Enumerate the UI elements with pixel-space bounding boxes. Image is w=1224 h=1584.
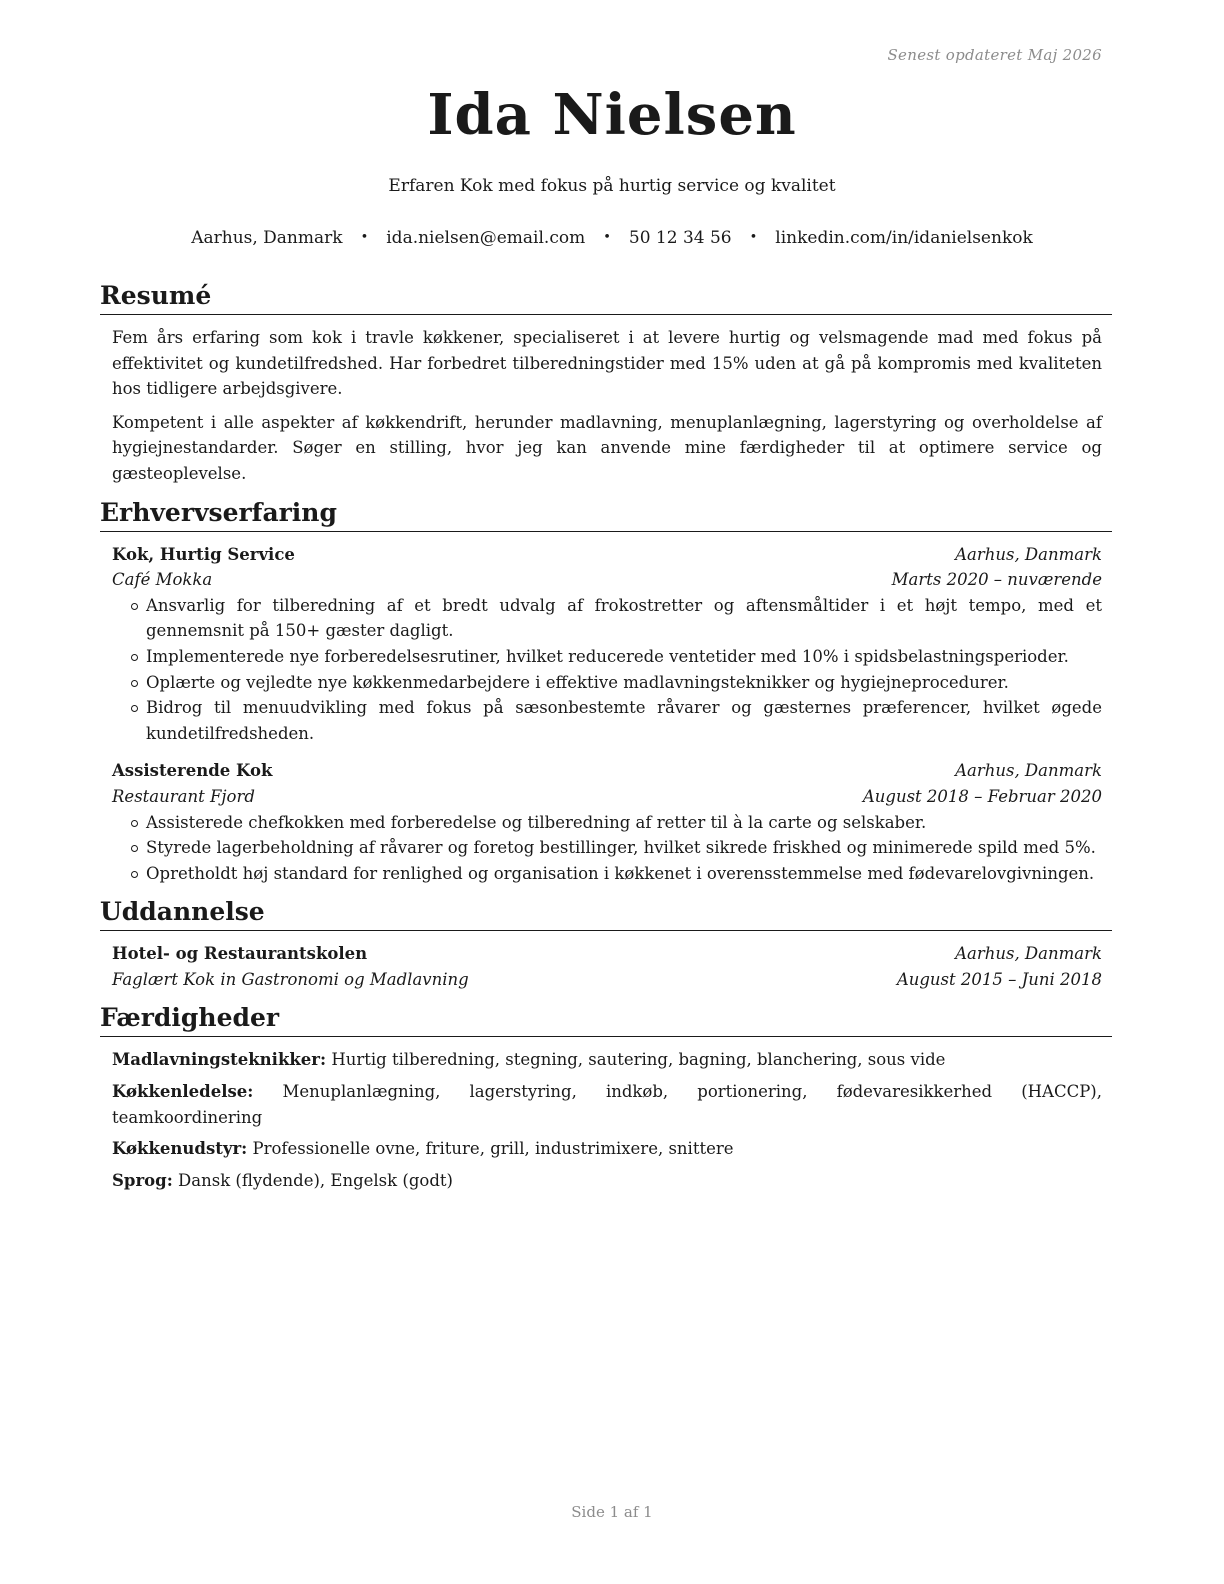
bullet-item: Assisterede chefkokken med forberedelse og tilberedning af retter til à la carte og selskaber. xyxy=(134,810,1102,836)
skill-label: Madlavningsteknikker: xyxy=(112,1050,327,1070)
bullet-item: Oplærte og vejledte nye køkkenmedarbejdere i effektive madlavningsteknikker og hygiejneprocedurer. xyxy=(134,670,1102,696)
education-entry xyxy=(112,941,1102,992)
school-name: Hotel- og Restaurantskolen xyxy=(112,944,368,964)
job-company: Restaurant Fjord xyxy=(112,786,255,806)
separator-dot: • xyxy=(749,230,758,245)
skill-value: Professionelle ovne, friture, grill, industrimixere, snittere xyxy=(252,1139,734,1159)
summary-paragraph: Fem års erfaring som kok i travle køkkener, specialiseret i at levere hurtig og velsmagende mad med fokus på effektivitet og kundetilfredshed. Har forbedret tilberedningstider med 15% uden at gå på kompromis med kvaliteten hos tidligere arbejdsgivere. xyxy=(112,328,1102,399)
skill-value: Menuplanlægning, lagerstyring, indkøb, portionering, fødevaresikkerhed (HACCP), teamkoordinering xyxy=(112,1082,1102,1127)
contact-email-link[interactable]: ida.nielsen@email.com xyxy=(386,228,586,248)
job-company: Café Mokka xyxy=(112,570,213,590)
job-bullets xyxy=(134,810,1102,887)
skill-line xyxy=(112,1079,1102,1130)
education-dates: August 2015 – Juni 2018 xyxy=(896,969,1102,989)
job-role: Assisterende Kok xyxy=(112,761,273,781)
education-section xyxy=(100,896,1112,992)
summary-paragraph: Kompetent i alle aspekter af køkkendrift, herunder madlavning, menuplanlægning, lagerstyring og overholdelse af hygiejnestandarder. Søger en stilling, hvor jeg kan anvende mine færdigheder til at optimere service og gæsteoplevelse. xyxy=(112,412,1102,483)
bullet-item: Styrede lagerbeholdning af råvarer og foretog bestillinger, hvilket sikrede friskhed og minimerede spild med 5%. xyxy=(134,835,1102,861)
job-role: Kok, Hurtig Service xyxy=(112,544,295,564)
section-heading: Resumé xyxy=(100,280,1112,315)
separator-dot: • xyxy=(603,230,611,245)
job-entry xyxy=(112,758,1102,886)
summary-section xyxy=(100,280,1112,487)
last-updated-note: Senest opdateret Maj 2026 xyxy=(887,46,1102,64)
bullet-item: Bidrog til menuudvikling med fokus på sæsonbestemte råvarer og gæsternes præferencer, hvilket øgede kundetilfredsheden. xyxy=(134,695,1102,746)
job-entry xyxy=(112,542,1102,747)
job-bullets xyxy=(134,593,1102,747)
degree: Faglært Kok in Gastronomi og Madlavning xyxy=(112,969,469,989)
experience-section xyxy=(100,497,1112,887)
skill-line xyxy=(112,1168,1102,1194)
resume-body xyxy=(100,280,1112,1203)
skill-value: Hurtig tilberedning, stegning, sautering, bagning, blanchering, sous vide xyxy=(331,1050,946,1070)
contact-line xyxy=(0,228,1224,248)
bullet-item: Implementerede nye forberedelsesrutiner, hvilket reducerede ventetider med 10% i spidsbelastningsperioder. xyxy=(134,644,1102,670)
skill-label: Køkkenledelse: xyxy=(112,1082,254,1102)
contact-linkedin-link[interactable]: linkedin.com/in/idanielsenkok xyxy=(775,228,1033,248)
page-number: Side 1 af 1 xyxy=(571,1503,653,1521)
job-dates: August 2018 – Februar 2020 xyxy=(862,786,1102,806)
section-heading: Uddannelse xyxy=(100,896,1112,931)
contact-location: Aarhus, Danmark xyxy=(191,228,343,248)
school-location: Aarhus, Danmark xyxy=(955,944,1102,964)
candidate-name: Ida Nielsen xyxy=(427,82,797,148)
skill-label: Køkkenudstyr: xyxy=(112,1139,248,1159)
job-dates: Marts 2020 – nuværende xyxy=(891,570,1102,590)
section-heading: Erhvervserfaring xyxy=(100,497,1112,532)
skills-section xyxy=(100,1002,1112,1193)
tagline: Erfaren Kok med fokus på hurtig service og kvalitet xyxy=(388,176,836,196)
skill-line xyxy=(112,1136,1102,1162)
skill-label: Sprog: xyxy=(112,1170,173,1190)
contact-phone: 50 12 34 56 xyxy=(628,228,732,248)
job-location: Aarhus, Danmark xyxy=(955,761,1102,781)
bullet-item: Opretholdt høj standard for renlighed og organisation i køkkenet i overensstemmelse med fødevarelovgivningen. xyxy=(134,861,1102,887)
section-heading: Færdigheder xyxy=(100,1002,1112,1037)
job-location: Aarhus, Danmark xyxy=(955,544,1102,564)
separator-dot: • xyxy=(360,230,369,245)
skill-value: Dansk (flydende), Engelsk (godt) xyxy=(178,1170,453,1190)
bullet-item: Ansvarlig for tilberedning af et bredt udvalg af frokostretter og aftensmåltider i et højt tempo, med et gennemsnit på 150+ gæster dagligt. xyxy=(134,593,1102,644)
skill-line xyxy=(112,1047,1102,1073)
